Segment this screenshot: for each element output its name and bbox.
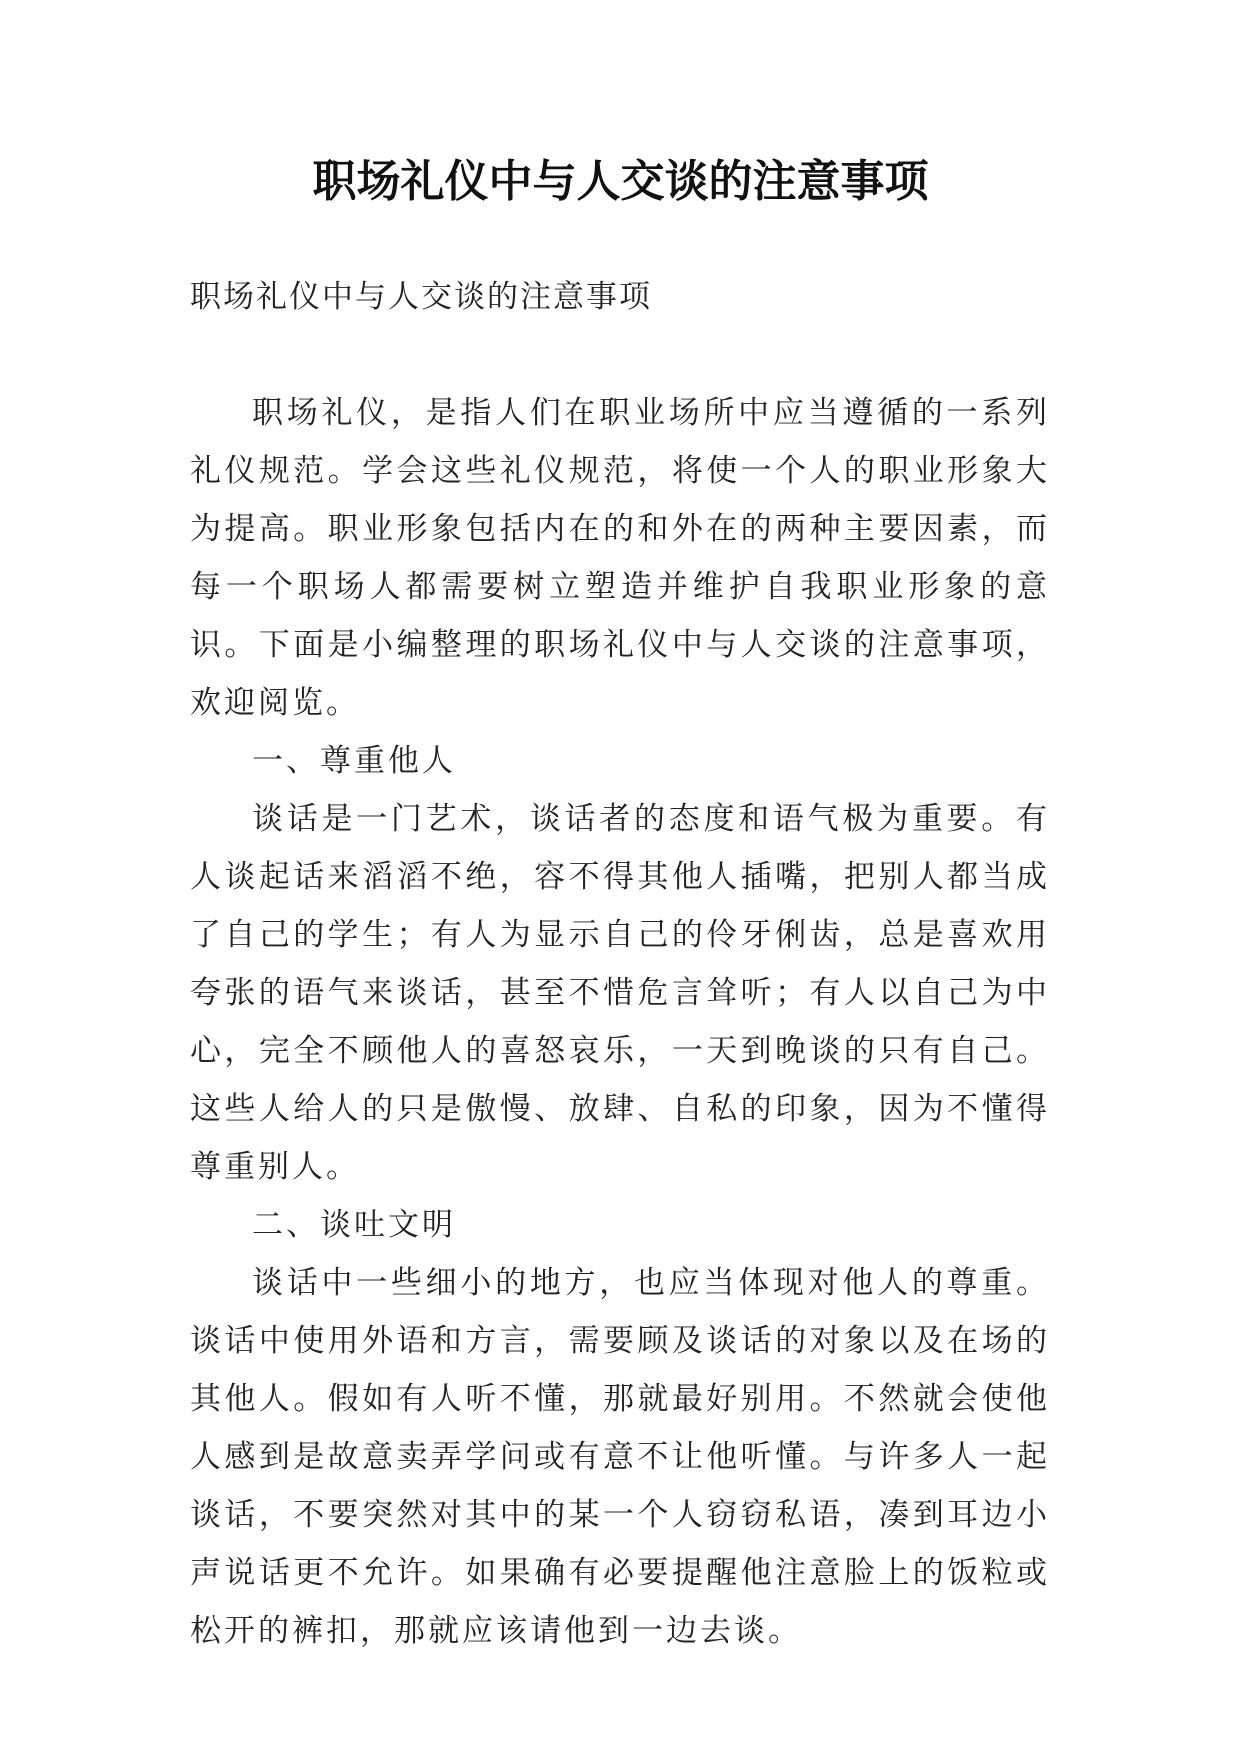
section-body-respect: 谈话是一门艺术，谈话者的态度和语气极为重要。有人谈起话来滔滔不绝，容不得其他人插嘴，把别人都当成了自己的学生；有人为显示自己的伶牙俐齿，总是喜欢用夸张的语气来谈话，甚至不惜危言耸听；有人以自己为中心，完全不顾他人的喜怒哀乐，一天到晚谈的只有自己。这些人给人的只是傲慢、放肆、自私的印象，因为不懂得尊重别人。 [190, 801, 1050, 1185]
document-subtitle: 职场礼仪中与人交谈的注意事项 [190, 279, 652, 315]
section-body-civility: 谈话中一些细小的地方，也应当体现对他人的尊重。谈话中使用外语和方言，需要顾及谈话的对象以及在场的其他人。假如有人听不懂，那就最好别用。不然就会使他人感到是故意卖弄学问或有意不让他听懂。与许多人一起谈话，不要突然对其中的某一个人窃窃私语，凑到耳边小声说话更不允许。如果确有必要提醒他注意脸上的饭粒或松开的裤扣，那就应该请他到一边去谈。 [190, 1265, 1050, 1649]
intro-paragraph: 职场礼仪，是指人们在职业场所中应当遵循的一系列礼仪规范。学会这些礼仪规范，将使一个人的职业形象大为提高。职业形象包括内在的和外在的两种主要因素，而每一个职场人都需要树立塑造并维护自我职业形象的意识。下面是小编整理的职场礼仪中与人交谈的注意事项，欢迎阅览。 [190, 395, 1050, 721]
document-title: 职场礼仪中与人交谈的注意事项 [312, 156, 929, 207]
section-heading-respect: 一、尊重他人 [252, 743, 456, 779]
document-body [190, 268, 1050, 1660]
section-heading-civility: 二、谈吐文明 [252, 1207, 456, 1243]
